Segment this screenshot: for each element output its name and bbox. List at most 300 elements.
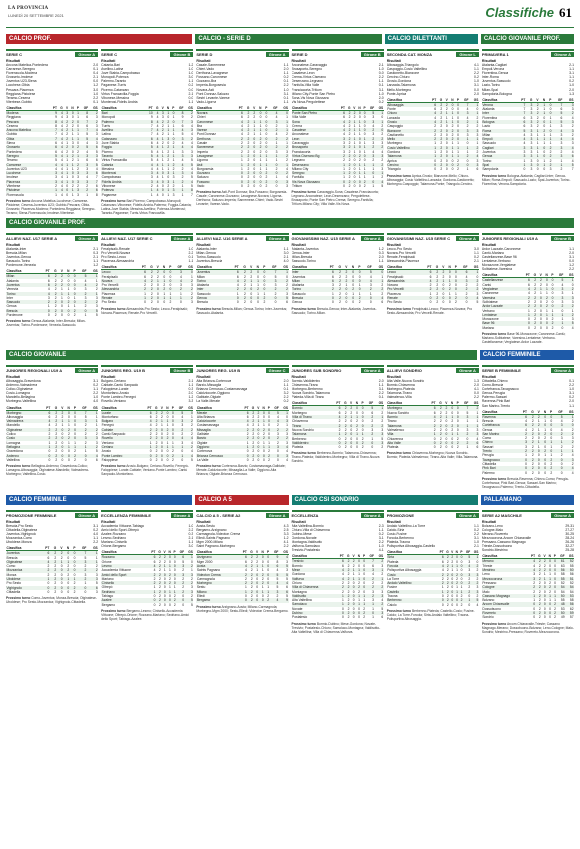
team-name: Monopoli (101, 115, 116, 120)
stat-cell: 2 (444, 573, 449, 577)
stat-cell: 2 (444, 598, 449, 602)
stat-cell: 0 (324, 296, 334, 300)
stat-cell: 1 (167, 132, 170, 137)
stat-cell: 0 (350, 419, 353, 424)
stat-cell: 0 (553, 466, 563, 470)
stat-cell: 0 (549, 606, 551, 611)
team-name: Forcola (387, 564, 437, 568)
stat-cell: 1 (466, 150, 469, 155)
stat-cell: 1 (336, 602, 344, 606)
stat-cell: 2 (247, 590, 253, 594)
stat-cell: 0 (442, 300, 445, 305)
standings-col-header: G (51, 406, 58, 411)
stat-cell: 1 (84, 581, 87, 586)
team-name: Valdidentro (292, 441, 332, 445)
stat-cell: 0 (449, 598, 454, 602)
stat-cell: 4 (40, 292, 50, 296)
stat-cell: 2 (249, 419, 255, 423)
stat-cell: 2 (170, 163, 175, 167)
standings-col-header: G (249, 406, 255, 411)
stat-cell: 0 (451, 167, 454, 172)
stat-cell: 2 (161, 123, 164, 128)
stat-cell: 4 (563, 137, 574, 141)
stat-cell: 2 (571, 124, 574, 129)
team-name: Cortenova (196, 449, 213, 454)
standings-row (6, 458, 98, 462)
standings-col-header: G (345, 106, 351, 111)
stat-cell: 0 (441, 602, 444, 607)
standings-col-header: G (536, 554, 542, 559)
stat-cell: 0 (67, 414, 70, 419)
stat-cell: 6 (153, 559, 156, 564)
stat-cell: 2 (54, 295, 57, 300)
stat-cell: 3 (286, 559, 289, 564)
team-name: Veniano (101, 440, 114, 445)
stat-cell: 2 (436, 291, 439, 296)
stat-cell: 2 (247, 183, 250, 188)
stat-cell: 2 (440, 124, 443, 129)
match-score: 2-0 (473, 91, 479, 96)
stat-cell: 0 (541, 594, 546, 598)
standings-header-row (196, 106, 288, 111)
stat-cell: 0 (465, 300, 468, 305)
team-name: Fusine (387, 585, 398, 590)
stat-cell: 5 (366, 110, 375, 115)
stat-cell: 2 (158, 585, 161, 590)
stat-cell: 4 (191, 449, 193, 454)
stat-cell: 2 (146, 279, 153, 283)
stat-cell: 2 (69, 154, 75, 158)
standings-col-header: P (546, 98, 552, 103)
stat-cell: 2 (459, 441, 469, 445)
stat-cell: 3 (381, 141, 384, 146)
standings-col-header: N (356, 106, 361, 111)
stat-cell: 0 (437, 598, 444, 602)
team-name: Cosio (6, 436, 41, 440)
standings-col-header: Classifica (387, 98, 428, 103)
stat-cell: 2 (249, 445, 255, 449)
league-card (387, 510, 479, 634)
stat-cell: 2 (54, 304, 57, 309)
stat-cell: 0 (255, 428, 260, 432)
match-teams: Alta Valtellina-Bormio (291, 523, 324, 528)
stat-cell: 5 (553, 414, 563, 419)
stat-cell: 0 (41, 454, 51, 458)
stat-cell: 6 (336, 559, 344, 564)
stat-cell: 4 (286, 457, 289, 462)
girone-badge: Girone C (266, 368, 289, 373)
stat-cell: 1 (74, 137, 79, 141)
girone-badge: Girone A (266, 236, 289, 241)
stat-cell: 3 (366, 120, 375, 124)
league-card (292, 365, 384, 489)
stat-cell: 2 (531, 461, 534, 466)
stat-cell: 0 (263, 283, 266, 288)
stat-cell: 4 (148, 564, 156, 568)
standings-col-header: PT (516, 98, 526, 103)
stat-cell: 0 (554, 572, 556, 577)
stat-cell: 0 (448, 274, 451, 279)
stat-cell: 1 (372, 615, 374, 620)
team-name: Vado (196, 183, 205, 188)
match-teams: Ponte-Aprica (386, 91, 407, 96)
standings-col-header: GS (469, 401, 479, 406)
team-name: Genoa (482, 154, 516, 158)
team-name: Derthona (196, 137, 234, 141)
stat-cell: 1 (250, 283, 253, 288)
stat-cell: 2 (534, 308, 537, 313)
league-name: CALCIO A 5 - SERIE A2 (196, 512, 241, 518)
stat-cell: 2 (459, 432, 469, 436)
stat-cell: 2 (521, 304, 530, 308)
stat-cell: 6 (563, 154, 574, 158)
stat-cell: 1 (163, 291, 166, 296)
standings-table (101, 406, 193, 463)
match-teams: Alta Brianza-Cortenova (196, 379, 232, 383)
stat-cell: 2 (278, 171, 289, 175)
stat-cell: 2 (350, 410, 353, 415)
team-name: Atalanta (196, 283, 209, 288)
standings-col-header: N (166, 550, 171, 555)
match-score: 1-2 (93, 83, 99, 88)
stat-cell: 0 (454, 555, 459, 560)
stat-cell: 1 (149, 440, 152, 445)
stat-cell: 0 (168, 602, 171, 607)
stat-cell: 2 (243, 171, 250, 175)
match-teams: Fanfulla-Villa Valle (291, 83, 320, 88)
stat-cell: 2 (155, 440, 158, 445)
stat-cell: 0 (246, 287, 252, 291)
stat-cell: 6 (332, 274, 334, 279)
stat-cell: 0 (537, 436, 540, 441)
stat-cell: 1 (191, 568, 193, 573)
match-score: 0-2 (378, 532, 384, 536)
stat-cell: 1 (262, 440, 265, 445)
stat-cell: 1 (253, 132, 256, 137)
league-card (101, 49, 193, 215)
stat-cell: 2 (348, 132, 351, 137)
stat-cell: 3 (571, 141, 574, 146)
stat-cell: 0 (268, 423, 270, 428)
stat-cell: 4 (40, 560, 50, 564)
stat-cell: 0 (541, 611, 546, 615)
stat-cell: 0 (264, 573, 269, 577)
stat-cell: 2 (521, 296, 530, 300)
stat-cell: 4 (476, 436, 479, 441)
stat-cell: 0 (158, 428, 163, 432)
stat-cell: 1 (351, 120, 356, 124)
league-card (292, 510, 384, 634)
stat-cell: 2 (61, 414, 64, 419)
stat-cell: 1 (63, 171, 68, 175)
standings-col-header: GS (279, 550, 289, 555)
stat-cell: 4 (381, 149, 384, 154)
standings-table (387, 98, 479, 172)
stat-cell: 6 (49, 145, 58, 149)
stat-cell: 2 (69, 120, 75, 124)
stat-cell: 2 (445, 410, 448, 415)
stat-cell: 2 (150, 300, 153, 305)
stat-cell: 0 (543, 150, 546, 155)
stat-cell: 6 (149, 414, 152, 419)
match-teams: Mariano-Cinisello (101, 540, 128, 545)
results-label: Risultati (481, 242, 497, 247)
team-name: Ancona Matelica (6, 128, 49, 132)
stat-cell: 2 (55, 449, 58, 454)
stat-cell: 0 (265, 132, 268, 137)
team-name: Cittadella (6, 589, 21, 594)
stat-cell: 2 (345, 120, 351, 124)
stat-cell: 5 (79, 145, 88, 149)
standings-col-header: GS (471, 550, 479, 555)
match-teams: Mgm 2000-Milano (196, 540, 224, 545)
stat-cell: 58 (560, 572, 565, 577)
stat-cell: 2 (348, 123, 351, 128)
stat-cell: 2 (448, 283, 451, 288)
stat-cell: 5 (174, 410, 183, 415)
stat-cell: 2 (436, 300, 439, 305)
league-header (387, 235, 479, 242)
stat-cell: 1 (262, 163, 268, 167)
result-row (292, 259, 384, 263)
stat-cell: 2 (172, 166, 175, 171)
stat-cell: 2 (239, 296, 246, 300)
stat-cell: 0 (144, 300, 146, 305)
stat-cell: 3 (564, 296, 574, 300)
league-card (6, 365, 98, 489)
team-name: Alta Brianza (196, 414, 215, 419)
stat-cell: 4 (234, 120, 244, 124)
stat-cell: 2 (173, 602, 176, 607)
match-teams: Gozzano-Bra (196, 79, 217, 84)
match-teams: Dubino-Mese (291, 532, 312, 536)
stat-cell: 1 (332, 291, 334, 296)
stat-cell: 3 (561, 299, 564, 304)
match-teams: Cosio-Lomagna (6, 391, 30, 396)
stat-cell: 0 (173, 576, 176, 581)
stat-cell: 1 (236, 291, 239, 296)
stat-cell: 1 (543, 141, 546, 146)
team-name: Sassuolo (292, 291, 306, 296)
stat-cell: 0 (64, 410, 70, 415)
match-score: 1-1 (283, 71, 289, 76)
match-score: 1-2 (569, 263, 575, 268)
stat-cell: 2 (551, 611, 556, 615)
stat-cell: 1 (451, 115, 454, 120)
stat-cell: 2 (440, 158, 443, 163)
standings-col-header: PT (239, 550, 248, 555)
stat-cell: 0 (60, 581, 63, 586)
stat-cell: 2 (260, 428, 265, 432)
girone-badge: Girone A (551, 368, 574, 373)
stat-cell: 1 (454, 432, 460, 436)
result-row (482, 92, 574, 96)
match-teams: Accademia Vittuone-Tabiago (101, 523, 145, 528)
stat-cell: 0 (351, 163, 356, 167)
match-teams: Inter-Roma (481, 75, 499, 80)
stat-cell: 3 (553, 423, 563, 427)
stat-cell: 2 (355, 296, 361, 300)
team-name: Brescia (482, 418, 494, 423)
stat-cell: 2 (48, 432, 51, 437)
stat-cell: 0 (250, 171, 256, 175)
stat-cell: 4 (286, 175, 289, 180)
stat-cell: 3 (530, 158, 533, 163)
standings-col-header: PT (143, 406, 152, 411)
team-name: Catania (101, 163, 145, 167)
stat-cell: 0 (274, 300, 277, 305)
standings-row (387, 167, 479, 171)
stat-cell: 2 (87, 428, 98, 432)
stat-cell: 1 (158, 419, 163, 423)
stat-cell: 2 (342, 580, 344, 585)
match-score: 0-3 (188, 532, 194, 536)
stat-cell: 5 (563, 163, 574, 167)
stat-cell: 1 (60, 287, 63, 292)
match-teams: Castionetto-Bianzone (386, 71, 420, 76)
team-name: Olgiate (196, 440, 208, 445)
stat-cell: 0 (456, 559, 458, 564)
stat-cell: 1 (234, 163, 244, 167)
stat-cell: 3 (525, 444, 527, 449)
stat-cell: 0 (163, 594, 166, 599)
standings-col-header: GF (76, 546, 87, 551)
stat-cell: 1 (358, 175, 361, 180)
team-name: Virtus Francavilla (101, 158, 127, 163)
stat-cell: 0 (265, 141, 268, 146)
stat-cell: 0 (181, 457, 184, 462)
standings-row (482, 167, 574, 171)
stat-cell: 7 (79, 128, 88, 132)
stat-cell: 1 (443, 111, 448, 115)
standings-table (101, 106, 193, 197)
stat-cell: 1 (528, 308, 530, 313)
stat-cell: 0 (545, 282, 548, 287)
stat-cell: 0 (262, 457, 265, 462)
stat-cell: 2 (534, 291, 537, 296)
stat-cell: 1 (353, 141, 356, 146)
stat-cell: 2 (448, 129, 454, 133)
stat-cell: 1 (427, 432, 436, 436)
standings-col-header: PT (241, 406, 249, 411)
stat-cell: 1 (350, 577, 355, 581)
stat-cell: 4 (137, 279, 147, 283)
match-teams: Casale-Sanremese (196, 63, 226, 67)
stat-cell: 6 (176, 555, 184, 560)
match-score: 1-0 (188, 246, 194, 251)
stat-cell: 2 (185, 564, 194, 568)
stat-cell: 4 (270, 598, 279, 602)
stat-cell: 0 (260, 454, 265, 458)
stat-cell: 2 (571, 418, 574, 423)
stat-cell: 4 (184, 454, 194, 458)
stat-cell: 0 (63, 309, 70, 313)
stat-cell: 5 (279, 564, 289, 568)
stat-cell: 1 (47, 304, 50, 309)
stat-cell: 2 (334, 279, 341, 283)
next-round-label: Prossimo turno (6, 596, 31, 601)
stat-cell: 0 (381, 115, 384, 120)
stat-cell: 4 (270, 581, 279, 585)
match-score: 1-1 (473, 67, 479, 72)
stat-cell: 4 (191, 166, 193, 171)
stat-cell: 0 (57, 568, 63, 572)
league-header (292, 235, 384, 242)
stat-cell: 0 (546, 129, 552, 133)
team-name: Arzignano (196, 555, 238, 560)
stat-cell: 0 (148, 598, 156, 602)
team-name: Castionetto (387, 132, 404, 137)
stat-cell: 0 (554, 563, 556, 568)
stat-cell: 0 (350, 611, 355, 615)
stat-cell: 6 (342, 563, 344, 568)
stat-cell: 2 (50, 586, 57, 590)
stat-cell: 4 (60, 115, 63, 120)
stat-cell: 0 (244, 594, 247, 599)
stat-cell: 3 (459, 129, 469, 133)
standings-col-header: N (353, 401, 359, 406)
stat-cell: 0 (442, 432, 448, 436)
stat-cell: 1 (172, 296, 183, 300)
stat-cell: 0 (451, 594, 454, 599)
stat-cell: 2 (247, 175, 250, 180)
stat-cell: 2 (87, 568, 98, 572)
team-name: Barzio (196, 436, 240, 440)
stat-cell: 4 (181, 141, 184, 146)
stat-cell: 2 (158, 576, 161, 581)
stat-cell: 2 (528, 466, 535, 470)
league-header (101, 235, 193, 242)
stat-cell: 7 (366, 559, 375, 564)
match-teams: Colico-Olginatese (6, 387, 33, 392)
stat-cell: 3 (560, 141, 563, 146)
stat-cell: 0 (275, 183, 278, 188)
match-teams: Pont Donnaz-Saluzzo (196, 91, 230, 96)
stat-cell: 2 (171, 598, 176, 602)
stat-cell: 2 (456, 445, 459, 450)
team-name: Torino (482, 158, 492, 163)
stat-cell: 4 (153, 568, 156, 573)
stat-cell: 2 (533, 589, 536, 594)
team-name: Mgm 2000 (196, 559, 213, 564)
stat-cell: 3 (181, 149, 184, 154)
match-score: 1-0 (93, 91, 99, 96)
league-header (101, 367, 193, 374)
stat-cell: 0 (184, 410, 194, 415)
stat-cell: 1 (571, 291, 574, 296)
stat-cell: 0 (361, 410, 364, 415)
stat-cell: 0 (445, 445, 448, 450)
standings-row (101, 193, 193, 197)
team-name: Rozzano (101, 555, 148, 560)
standings-col-header: V (161, 550, 166, 555)
team-name: Chievo (482, 440, 518, 444)
result-row (292, 100, 384, 104)
team-name: Ponte (387, 107, 396, 112)
stat-cell: 52 (565, 559, 574, 564)
girone-badge: Girone B (170, 52, 193, 57)
team-name: Atalanta (292, 283, 305, 288)
stat-cell: 2 (50, 292, 57, 296)
stat-cell: 2 (76, 568, 87, 572)
standings-col-header: PT (41, 406, 51, 411)
stat-cell: 1 (460, 585, 463, 590)
stat-cell: 2 (250, 110, 256, 115)
stat-cell: 6 (95, 158, 98, 163)
stat-cell: 2 (437, 163, 443, 167)
stat-cell: 4 (246, 423, 249, 428)
stat-cell: 1 (161, 158, 164, 163)
